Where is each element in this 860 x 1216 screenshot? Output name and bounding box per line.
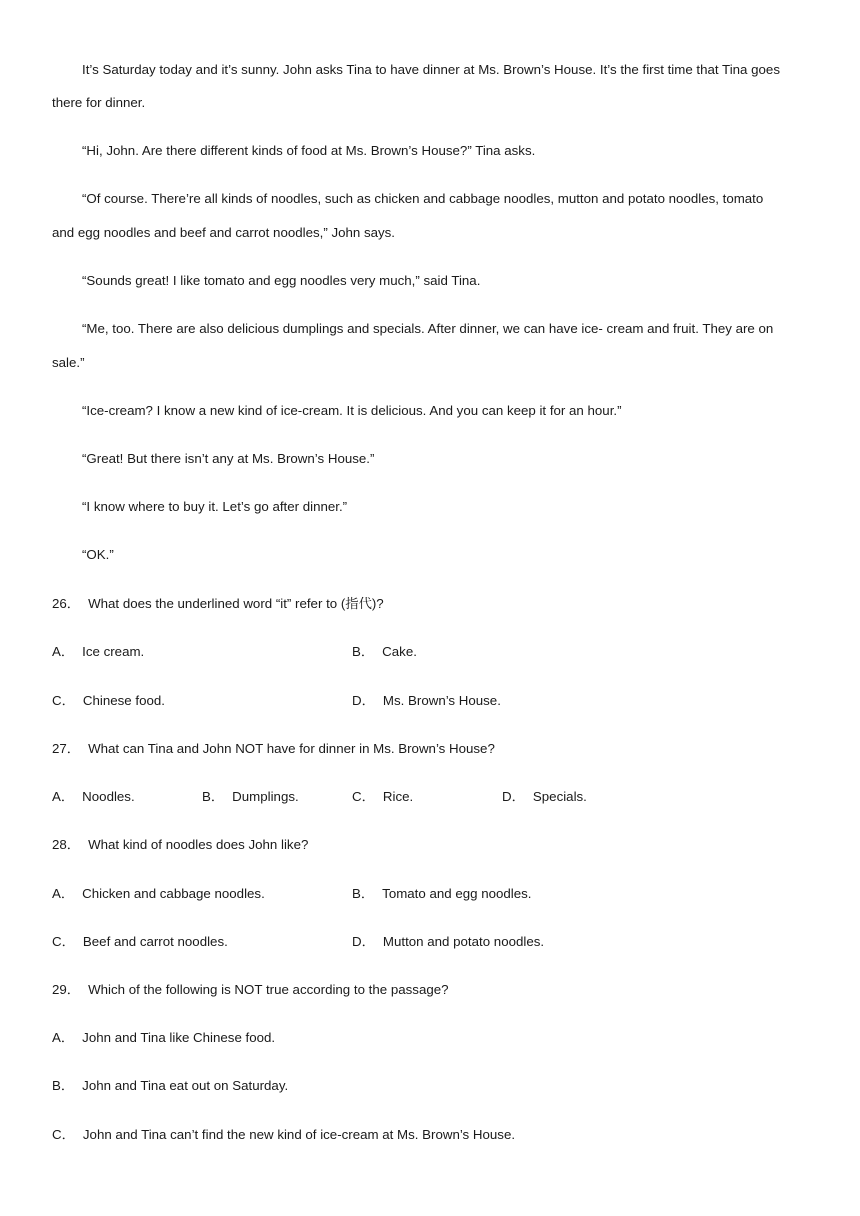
option-label: A．: [52, 886, 75, 901]
passage-line: “Me, too. There are also delicious dumplings and specials. After dinner, we can have ice- cream and fruit. They are on: [82, 321, 774, 336]
option-26-d: [352, 692, 501, 710]
passage-line: “Great! But there isn’t any at Ms. Brown’s House.”: [82, 451, 375, 466]
option-text: Tomato and egg noodles.: [382, 886, 532, 901]
question-text: What does the underlined word “it” refer to (指代)?: [88, 596, 384, 611]
passage-line: “I know where to buy it. Let’s go after dinner.”: [82, 499, 348, 514]
option-27-d: [502, 788, 587, 806]
option-text: Beef and carrot noodles.: [82, 934, 228, 949]
option-label: C．: [52, 693, 75, 708]
option-label: C．: [52, 1127, 75, 1142]
option-label: C．: [52, 934, 75, 949]
option-28-c: [52, 933, 228, 951]
question-number: 26．: [52, 596, 81, 611]
question-28: [52, 836, 308, 854]
passage-line: “Of course. There’re all kinds of noodles, such as chicken and cabbage noodles, mutton and potato noodles, tomato: [82, 191, 764, 206]
question-number: 28．: [52, 837, 81, 852]
option-text: Ice cream.: [82, 644, 145, 659]
option-text: Rice.: [382, 789, 414, 804]
question-number: 29．: [52, 982, 81, 997]
option-text: Chinese food.: [82, 693, 165, 708]
option-text: Chicken and cabbage noodles.: [82, 886, 265, 901]
option-text: John and Tina eat out on Saturday.: [82, 1078, 289, 1093]
option-28-d: [352, 933, 544, 951]
question-27: [52, 740, 495, 758]
option-label: A．: [52, 789, 75, 804]
passage-line: “OK.”: [82, 547, 114, 562]
option-28-b: [352, 885, 532, 903]
question-text: What kind of noodles does John like?: [88, 837, 309, 852]
question-text: What can Tina and John NOT have for dinner in Ms. Brown’s House?: [88, 741, 495, 756]
option-text: Ms. Brown’s House.: [382, 693, 501, 708]
option-text: Dumplings.: [232, 789, 299, 804]
option-29-a: [52, 1029, 275, 1047]
passage-line: and egg noodles and beef and carrot noodles,” John says.: [52, 225, 396, 240]
option-26-b: [352, 643, 417, 661]
option-label: A．: [52, 1030, 75, 1045]
option-27-c: [352, 788, 413, 806]
question-26: [52, 595, 384, 613]
option-29-c: [52, 1126, 515, 1144]
option-text: Noodles.: [82, 789, 135, 804]
option-text: John and Tina like Chinese food.: [82, 1030, 276, 1045]
question-number: 27．: [52, 741, 81, 756]
question-29: [52, 981, 449, 999]
option-28-a: [52, 885, 265, 903]
passage-line: “Ice-cream? I know a new kind of ice-cream. It is delicious. And you can keep it for an hour.”: [82, 403, 622, 418]
option-label: C．: [352, 789, 375, 804]
passage-line: there for dinner.: [52, 95, 146, 110]
option-text: John and Tina can’t find the new kind of ice-cream at Ms. Brown’s House.: [82, 1127, 516, 1142]
passage-line: sale.”: [52, 355, 85, 370]
option-label: D．: [352, 934, 375, 949]
option-label: D．: [502, 789, 525, 804]
option-26-a: [52, 643, 144, 661]
question-text: Which of the following is NOT true according to the passage?: [88, 982, 449, 997]
option-label: B．: [352, 886, 375, 901]
passage-line: “Hi, John. Are there different kinds of food at Ms. Brown’s House?” Tina asks.: [82, 143, 536, 158]
option-label: D．: [352, 693, 375, 708]
option-text: Cake.: [382, 644, 417, 659]
option-label: B．: [202, 789, 225, 804]
passage-line: It’s Saturday today and it’s sunny. John asks Tina to have dinner at Ms. Brown’s House. It’s the first time that Tina goes: [82, 62, 780, 77]
option-label: B．: [52, 1078, 75, 1093]
option-27-a: [52, 788, 135, 806]
option-label: A．: [52, 644, 75, 659]
passage-line: “Sounds great! I like tomato and egg noodles very much,” said Tina.: [82, 273, 481, 288]
option-text: Specials.: [532, 789, 587, 804]
option-label: B．: [352, 644, 375, 659]
option-29-b: [52, 1077, 288, 1095]
option-27-b: [202, 788, 299, 806]
option-text: Mutton and potato noodles.: [382, 934, 545, 949]
option-26-c: [52, 692, 165, 710]
